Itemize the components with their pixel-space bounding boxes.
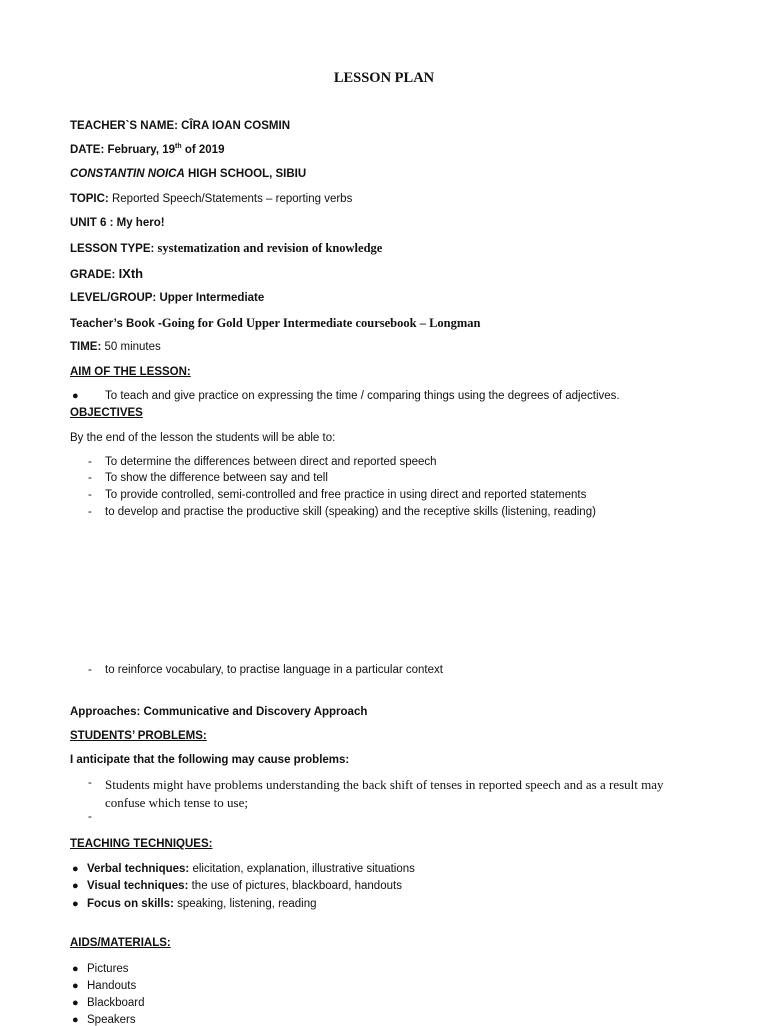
aid-item: Pictures <box>87 963 129 975</box>
technique-value: the use of pictures, blackboard, handouts <box>191 880 402 892</box>
unit-line: UNIT 6 : My hero! <box>70 217 165 229</box>
objective-item: to develop and practise the productive skill (speaking) and the receptive skills (listening, reading) <box>105 506 596 518</box>
dash-icon: - <box>88 811 92 823</box>
bullet-icon: ● <box>72 390 79 402</box>
teacher-label: TEACHER`S NAME: <box>70 120 182 132</box>
bullet-icon: ● <box>72 898 79 910</box>
book-value: Going for Gold Upper Intermediate coursebook – Longman <box>161 316 481 330</box>
school-line <box>70 168 306 180</box>
dash-icon: - <box>88 664 92 676</box>
teaching-techniques-heading: TEACHING TECHNIQUES: <box>70 838 213 850</box>
teacher-name-line <box>70 120 290 132</box>
objectives-heading: OBJECTIVES <box>70 407 143 419</box>
technique-item <box>87 898 316 910</box>
technique-item <box>87 863 415 875</box>
dash-icon: - <box>88 777 92 789</box>
topic-line <box>70 193 352 205</box>
objectives-intro: By the end of the lesson the students will be able to: <box>70 432 336 444</box>
book-label: Teacher’s Book - <box>70 318 162 330</box>
bullet-icon: ● <box>72 980 79 992</box>
level-value: Upper Intermediate <box>159 292 265 304</box>
date-line <box>70 144 224 156</box>
book-line <box>70 316 480 331</box>
time-value: 50 minutes <box>104 341 161 353</box>
dash-icon: - <box>88 489 92 501</box>
bullet-icon: ● <box>72 997 79 1009</box>
bullet-icon: ● <box>72 880 79 892</box>
approaches-line: Approaches: Communicative and Discovery Approach <box>70 706 368 718</box>
document-title: LESSON PLAN <box>333 70 435 86</box>
time-label: TIME: <box>70 341 105 353</box>
dash-icon: - <box>88 472 92 484</box>
bullet-icon: ● <box>72 863 79 875</box>
aid-item: Handouts <box>87 980 137 992</box>
aid-item: Speakers <box>87 1014 136 1026</box>
level-label: LEVEL/GROUP: <box>70 292 160 304</box>
technique-item <box>87 880 402 892</box>
date-year: of 2019 <box>181 144 225 156</box>
grade-line <box>70 266 143 281</box>
date-suffix: th <box>175 143 182 151</box>
technique-label: Visual techniques: <box>87 880 192 892</box>
dash-icon: - <box>88 456 92 468</box>
technique-value: speaking, listening, reading <box>177 898 317 910</box>
problem-item-line-2: confuse which tense to use; <box>105 795 248 810</box>
objective-item-extra: to reinforce vocabulary, to practise language in a particular context <box>105 664 443 676</box>
objective-item: To provide controlled, semi-controlled and free practice in using direct and reported statements <box>105 489 587 501</box>
aim-item: To teach and give practice on expressing the time / comparing things using the degrees of adjectives. <box>105 390 620 402</box>
aid-item: Blackboard <box>87 997 145 1009</box>
dash-icon: - <box>88 506 92 518</box>
technique-label: Verbal techniques: <box>87 863 193 875</box>
level-line <box>70 292 264 304</box>
objective-item: To determine the differences between direct and reported speech <box>105 456 437 468</box>
school-name: CONSTANTIN NOICA <box>70 168 185 180</box>
lesson-type-value: systematization and revision of knowledge <box>157 241 383 255</box>
lesson-type-label: LESSON TYPE: <box>70 243 158 255</box>
grade-value: IXth <box>118 266 144 281</box>
problem-item-line-1: Students might have problems understanding the back shift of tenses in reported speech and as a result may <box>105 777 664 792</box>
topic-label: TOPIC: <box>70 193 112 205</box>
date-value: February, 19 <box>107 144 176 156</box>
objective-item: To show the difference between say and tell <box>105 472 328 484</box>
lesson-type-line <box>70 241 382 256</box>
aids-materials-heading: AIDS/MATERIALS: <box>70 937 171 949</box>
teacher-name: CÎRA IOAN COSMIN <box>181 120 290 132</box>
school-location: HIGH SCHOOL, SIBIU <box>184 168 307 180</box>
problems-intro: I anticipate that the following may cause problems: <box>70 754 350 766</box>
students-problems-heading: STUDENTS’ PROBLEMS: <box>70 730 207 742</box>
bullet-icon: ● <box>72 963 79 975</box>
grade-label: GRADE: <box>70 269 119 281</box>
technique-label: Focus on skills: <box>87 898 178 910</box>
aim-heading: AIM OF THE LESSON: <box>70 366 191 378</box>
technique-value: elicitation, explanation, illustrative situations <box>192 863 415 875</box>
date-label: DATE: <box>70 144 108 156</box>
topic-value: Reported Speech/Statements – reporting verbs <box>111 193 353 205</box>
bullet-icon: ● <box>72 1014 79 1026</box>
time-line <box>70 341 161 353</box>
